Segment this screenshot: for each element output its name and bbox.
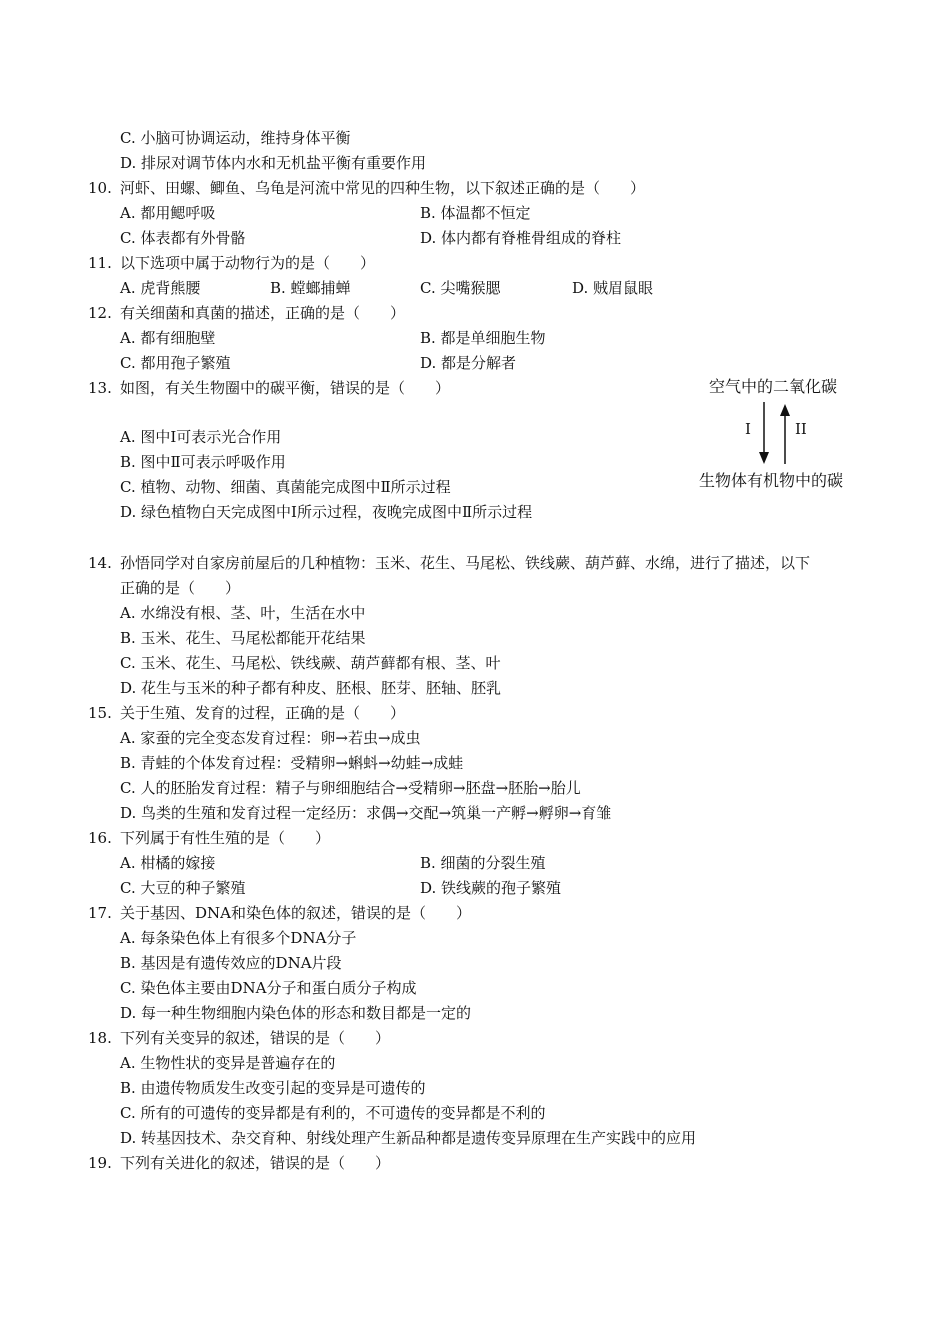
q14-option-d: D. 花生与玉米的种子都有种皮、胚根、胚芽、胚轴、胚乳 [120, 679, 502, 697]
q16-option-d: D. 铁线蕨的孢子繁殖 [420, 879, 562, 897]
q17-option-d: D. 每一种生物细胞内染色体的形态和数目都是一定的 [120, 1004, 472, 1022]
q18-option-d: D. 转基因技术、杂交育种、射线处理产生新品种都是遗传变异原理在生产实践中的应用 [120, 1129, 697, 1147]
q16-option-c: C. 大豆的种子繁殖 [120, 879, 246, 897]
q9-option-d: D. 排尿对调节体内水和无机盐平衡有重要作用 [120, 154, 427, 172]
q13-option-a: A. 图中Ⅰ可表示光合作用 [120, 428, 282, 446]
q17-option-b: B. 基因是有遗传效应的DNA片段 [120, 954, 342, 972]
q16-stem: 下列属于有性生殖的是（ ） [120, 829, 331, 847]
q14-stem-cont: 正确的是（ ） [120, 579, 241, 597]
q17-option-a: A. 每条染色体上有很多个DNA分子 [120, 929, 357, 947]
q15-option-a: A. 家蚕的完全变态发育过程：卵→若虫→成虫 [120, 729, 421, 747]
q12-option-d: D. 都是分解者 [420, 354, 517, 372]
q17-number: 17. [88, 904, 112, 922]
diagram-top-label: 空气中的二氧化碳 [709, 377, 838, 396]
q16-number: 16. [88, 829, 112, 847]
q10-number: 10. [88, 179, 112, 197]
q11-number: 11. [88, 254, 112, 272]
q11-option-c: C. 尖嘴猴腮 [420, 279, 501, 297]
q17-option-c: C. 染色体主要由DNA分子和蛋白质分子构成 [120, 979, 417, 997]
q14-option-b: B. 玉米、花生、马尾松都能开花结果 [120, 629, 366, 647]
q11-option-b: B. 螳螂捕蝉 [270, 279, 351, 297]
q12-stem: 有关细菌和真菌的描述，正确的是（ ） [120, 304, 406, 322]
q12-option-a: A. 都有细胞壁 [120, 329, 216, 347]
q12-number: 12. [88, 304, 112, 322]
q10-option-d: D. 体内都有脊椎骨组成的脊柱 [420, 229, 622, 247]
q14-option-a: A. 水绵没有根、茎、叶，生活在水中 [120, 604, 366, 622]
q17-stem: 关于基因、DNA和染色体的叙述，错误的是（ ） [120, 904, 471, 922]
q10-option-a: A. 都用鳃呼吸 [120, 204, 216, 222]
diagram-label-ii: II [795, 420, 807, 438]
q11-option-a: A. 虎背熊腰 [120, 279, 201, 297]
q15-stem: 关于生殖、发育的过程，正确的是（ ） [120, 704, 406, 722]
diagram-bottom-label: 生物体有机物中的碳 [699, 471, 844, 490]
q10-option-c: C. 体表都有外骨骼 [120, 229, 246, 247]
q18-option-b: B. 由遗传物质发生改变引起的变异是可遗传的 [120, 1079, 426, 1097]
q14-option-c: C. 玉米、花生、马尾松、铁线蕨、葫芦藓都有根、茎、叶 [120, 654, 501, 672]
q13-option-b: B. 图中Ⅱ可表示呼吸作用 [120, 453, 286, 471]
q14-number: 14. [88, 554, 112, 572]
q18-stem: 下列有关变异的叙述，错误的是（ ） [120, 1029, 391, 1047]
q19-stem: 下列有关进化的叙述，错误的是（ ） [120, 1154, 391, 1172]
q12-option-c: C. 都用孢子繁殖 [120, 354, 231, 372]
q18-option-a: A. 生物性状的变异是普遍存在的 [120, 1054, 336, 1072]
q10-stem: 河虾、田螺、鲫鱼、乌龟是河流中常见的四种生物，以下叙述正确的是（ ） [120, 179, 646, 197]
q12-option-b: B. 都是单细胞生物 [420, 329, 546, 347]
q14-stem: 孙悟同学对自家房前屋后的几种植物：玉米、花生、马尾松、铁线蕨、葫芦藓、水绵，进行了描述，以下 [120, 554, 811, 572]
arrow-down-head [759, 452, 769, 464]
q10-option-b: B. 体温都不恒定 [420, 204, 531, 222]
q15-number: 15. [88, 704, 112, 722]
q13-number: 13. [88, 379, 112, 397]
q11-stem: 以下选项中属于动物行为的是（ ） [120, 254, 376, 272]
q11-option-d: D. 贼眉鼠眼 [572, 279, 654, 297]
q19-number: 19. [88, 1154, 112, 1172]
q15-option-d: D. 鸟类的生殖和发育过程一定经历：求偶→交配→筑巢一产孵→孵卵→育雏 [120, 804, 612, 822]
q9-option-c: C. 小脑可协调运动，维持身体平衡 [120, 129, 351, 147]
q16-option-b: B. 细菌的分裂生殖 [420, 854, 546, 872]
arrow-up-head [780, 404, 790, 416]
q16-option-a: A. 柑橘的嫁接 [120, 854, 216, 872]
carbon-balance-diagram [695, 372, 870, 492]
q13-option-c: C. 植物、动物、细菌、真菌能完成图中Ⅱ所示过程 [120, 478, 451, 496]
q15-option-c: C. 人的胚胎发育过程：精子与卵细胞结合→受精卵→胚盘→胚胎→胎儿 [120, 779, 581, 797]
diagram-label-i: I [745, 420, 751, 438]
q18-number: 18. [88, 1029, 112, 1047]
q15-option-b: B. 青蛙的个体发育过程：受精卵→蝌蚪→幼蛙→成蛙 [120, 754, 464, 772]
q18-option-c: C. 所有的可遗传的变异都是有利的，不可遗传的变异都是不利的 [120, 1104, 546, 1122]
q13-option-d: D. 绿色植物白天完成图中Ⅰ所示过程，夜晚完成图中Ⅱ所示过程 [120, 503, 533, 521]
q13-stem: 如图，有关生物圈中的碳平衡，错误的是（ ） [120, 379, 451, 397]
